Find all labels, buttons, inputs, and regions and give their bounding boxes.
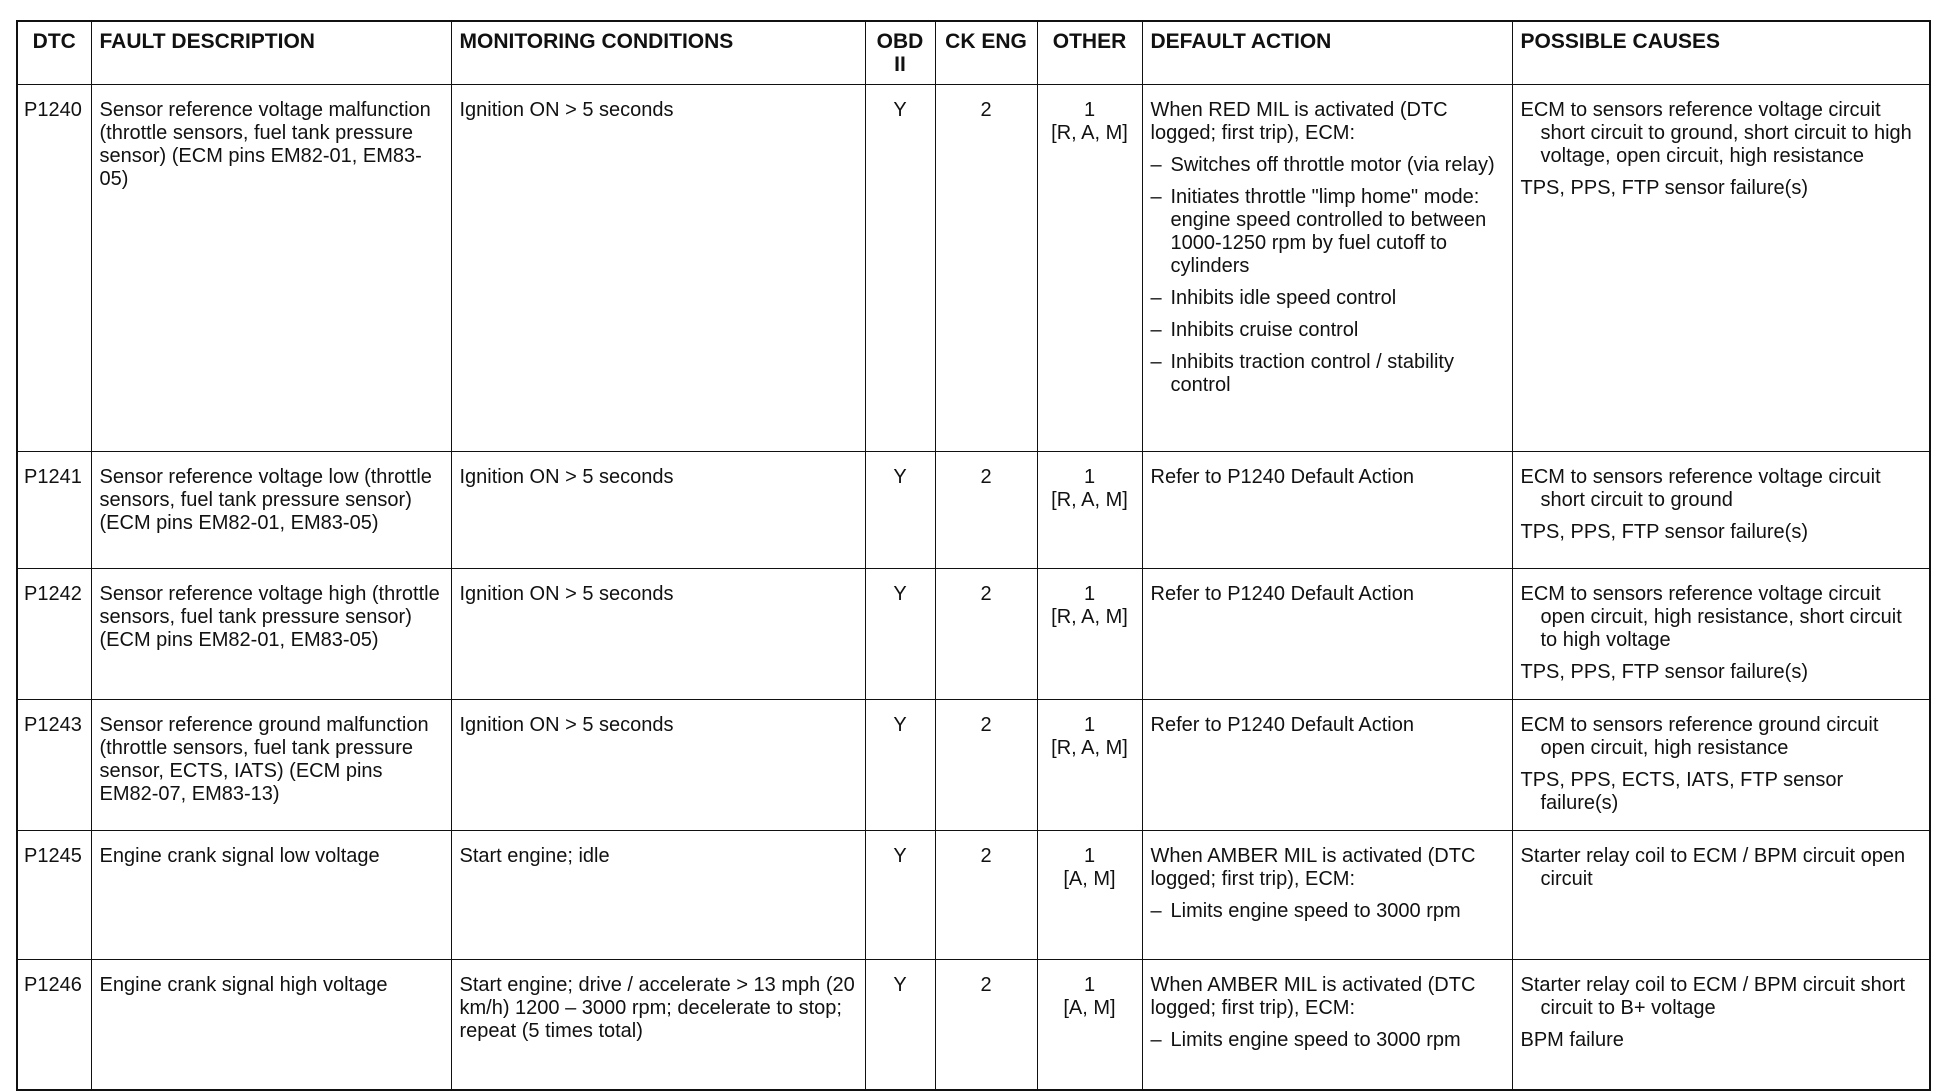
ck-eng-value: 2 [935,831,1037,960]
default-action [1142,831,1512,960]
other-number: 1 [1083,974,1096,996]
default-action [1142,960,1512,1090]
other-cell [1037,831,1142,960]
cause-item: Starter relay coil to ECM / BPM circuit open circuit [1520,845,1906,890]
fault-pins: (ECM pins EM82-01, EM83-05) [99,512,379,534]
obd-flag: Y [865,452,935,569]
cause-item: TPS, PPS, FTP sensor failure(s) [1520,177,1808,199]
other-cell [1037,452,1142,569]
ck-eng-value: 2 [935,960,1037,1090]
fault-description: Sensor reference voltage malfunction (throttle sensors, fuel tank pressure sensor) (ECM pins EM82-01, EM83-05) [91,85,451,452]
default-action: Refer to P1240 Default Action [1142,569,1512,700]
possible-causes [1512,831,1930,960]
header-obd: OBD II [865,21,935,85]
other-codes: [A, M] [1063,868,1116,890]
default-action-list [1151,154,1504,397]
other-number: 1 [1083,466,1096,488]
table-row [17,569,1930,700]
default-action-item: – Inhibits cruise control [1151,319,1504,342]
obd-flag: Y [865,85,935,452]
default-action [1142,85,1512,452]
cause-item: TPS, PPS, FTP sensor failure(s) [1520,661,1808,683]
header-ckeng: CK ENG [935,21,1037,85]
dtc-code: P1240 [17,85,91,452]
default-action-intro: When AMBER MIL is activated (DTC logged; first trip), ECM: [1150,845,1476,890]
default-action-item: – Limits engine speed to 3000 rpm [1151,900,1504,923]
header-row [17,21,1930,85]
default-action-intro: When AMBER MIL is activated (DTC logged; first trip), ECM: [1150,974,1476,1019]
header-other: OTHER [1037,21,1142,85]
header-fault: FAULT DESCRIPTION [91,21,451,85]
other-number: 1 [1083,99,1096,121]
possible-causes [1512,960,1930,1090]
dtc-code: P1242 [17,569,91,700]
ck-eng-value: 2 [935,700,1037,831]
cause-item: ECM to sensors reference voltage circuit short circuit to ground [1520,466,1881,511]
fault-text: Sensor reference voltage high (throttle sensors, fuel tank pressure sensor) [99,583,440,628]
dtc-code: P1246 [17,960,91,1090]
header-monitoring: MONITORING CONDITIONS [451,21,865,85]
possible-causes [1512,452,1930,569]
obd-flag: Y [865,700,935,831]
possible-causes [1512,700,1930,831]
possible-causes [1512,569,1930,700]
cause-item: ECM to sensors reference ground circuit open circuit, high resistance [1520,714,1879,759]
default-action-list [1151,900,1504,923]
default-action: Refer to P1240 Default Action [1142,452,1512,569]
dtc-code: P1243 [17,700,91,831]
possible-causes [1512,85,1930,452]
default-action-item: – Switches off throttle motor (via relay) [1151,154,1504,177]
ck-eng-value: 2 [935,85,1037,452]
fault-pins: (ECM pins EM82-01, EM83-05) [99,629,379,651]
ck-eng-value: 2 [935,452,1037,569]
other-cell [1037,700,1142,831]
other-codes: [A, M] [1063,997,1116,1019]
obd-flag: Y [865,960,935,1090]
other-cell [1037,960,1142,1090]
default-action-item: – Inhibits idle speed control [1151,287,1504,310]
fault-description [91,569,451,700]
table-row [17,831,1930,960]
default-action-list [1151,1029,1504,1052]
monitoring-conditions: Start engine; idle [451,831,865,960]
default-action: Refer to P1240 Default Action [1142,700,1512,831]
monitoring-conditions: Ignition ON > 5 seconds [451,452,865,569]
table-row [17,700,1930,831]
cause-item: TPS, PPS, ECTS, IATS, FTP sensor failure(s) [1520,769,1844,814]
table-row [17,85,1930,452]
other-cell [1037,569,1142,700]
dtc-code: P1241 [17,452,91,569]
table-row [17,452,1930,569]
other-number: 1 [1083,714,1096,736]
obd-flag: Y [865,569,935,700]
header-possible-causes: POSSIBLE CAUSES [1512,21,1930,85]
header-dtc: DTC [17,21,91,85]
obd-flag: Y [865,831,935,960]
default-action-item: – Limits engine speed to 3000 rpm [1151,1029,1504,1052]
dtc-code: P1245 [17,831,91,960]
cause-item: ECM to sensors reference voltage circuit open circuit, high resistance, short circuit to high voltage [1520,583,1902,651]
monitoring-conditions: Ignition ON > 5 seconds [451,85,865,452]
fault-description [91,452,451,569]
other-codes: [R, A, M] [1051,737,1128,759]
header-default-action: DEFAULT ACTION [1142,21,1512,85]
other-codes: [R, A, M] [1051,489,1128,511]
monitoring-conditions: Ignition ON > 5 seconds [451,569,865,700]
fault-description: Engine crank signal high voltage [91,960,451,1090]
default-action-item: – Initiates throttle "limp home" mode: engine speed controlled to between 1000-1250 rpm by fuel cutoff to cylinders [1151,186,1504,278]
table-row [17,960,1930,1090]
fault-description: Sensor reference ground malfunction (throttle sensors, fuel tank pressure sensor, ECTS, IATS) (ECM pins EM82-07, EM83-13) [91,700,451,831]
other-codes: [R, A, M] [1051,606,1128,628]
monitoring-conditions: Ignition ON > 5 seconds [451,700,865,831]
monitoring-conditions: Start engine; drive / accelerate > 13 mph (20 km/h) 1200 – 3000 rpm; decelerate to stop; repeat (5 times total) [451,960,865,1090]
cause-item: ECM to sensors reference voltage circuit short circuit to ground, short circuit to high voltage, open circuit, high resistance [1520,99,1912,167]
fault-text: Sensor reference voltage low (throttle sensors, fuel tank pressure sensor) [99,466,432,511]
default-action-item: – Inhibits traction control / stability control [1151,351,1504,397]
default-action-intro: When RED MIL is activated (DTC logged; first trip), ECM: [1150,99,1448,144]
dtc-table [16,20,1931,1091]
other-codes: [R, A, M] [1051,122,1128,144]
ck-eng-value: 2 [935,569,1037,700]
fault-description: Engine crank signal low voltage [91,831,451,960]
other-number: 1 [1083,583,1096,605]
cause-item: BPM failure [1520,1029,1624,1051]
cause-item: Starter relay coil to ECM / BPM circuit short circuit to B+ voltage [1520,974,1906,1019]
cause-item: TPS, PPS, FTP sensor failure(s) [1520,521,1808,543]
other-number: 1 [1083,845,1096,867]
other-cell [1037,85,1142,452]
